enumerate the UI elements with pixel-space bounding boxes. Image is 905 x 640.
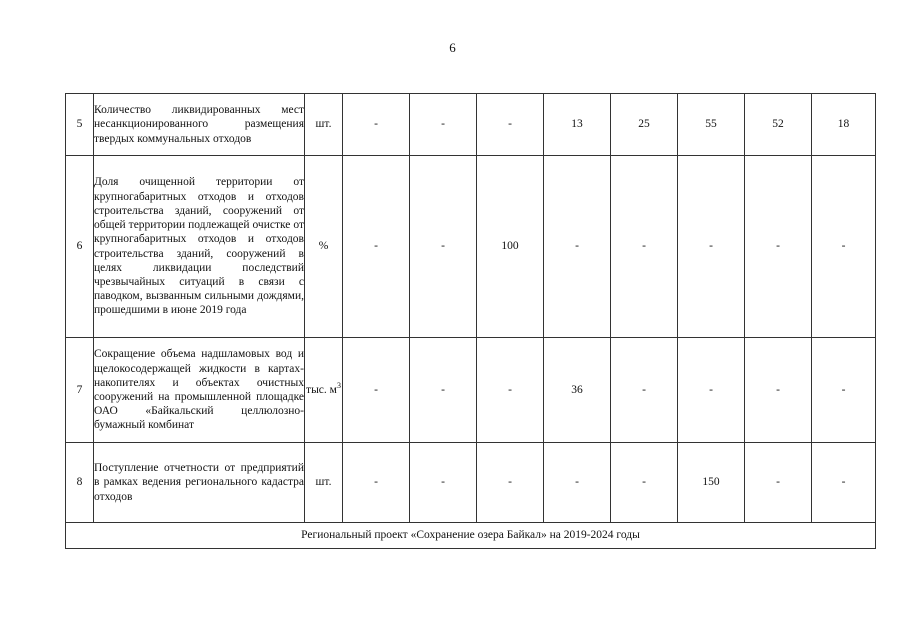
value-cell: 150 bbox=[678, 443, 745, 523]
table-row bbox=[66, 338, 876, 443]
unit-text: тыс. м bbox=[306, 383, 337, 396]
row-number: 8 bbox=[66, 443, 94, 523]
table-row bbox=[66, 94, 876, 156]
value-cell: - bbox=[812, 338, 876, 443]
value-cell: - bbox=[611, 443, 678, 523]
value-cell: - bbox=[611, 338, 678, 443]
value-cell: 36 bbox=[544, 338, 611, 443]
value-cell: - bbox=[410, 443, 477, 523]
value-cell: 18 bbox=[812, 94, 876, 156]
value-cell: - bbox=[343, 443, 410, 523]
unit-cell: шт. bbox=[305, 443, 343, 523]
value-cell: - bbox=[812, 156, 876, 338]
row-number: 5 bbox=[66, 94, 94, 156]
row-number: 6 bbox=[66, 156, 94, 338]
section-row bbox=[66, 523, 876, 549]
value-cell: - bbox=[745, 443, 812, 523]
value-cell: - bbox=[544, 156, 611, 338]
value-cell: 100 bbox=[477, 156, 544, 338]
indicators-table bbox=[65, 93, 876, 549]
table-row bbox=[66, 443, 876, 523]
value-cell: - bbox=[410, 338, 477, 443]
section-title: Региональный проект «Сохранение озера Байкал» на 2019-2024 годы bbox=[66, 523, 876, 549]
row-number: 7 bbox=[66, 338, 94, 443]
unit-cell bbox=[305, 338, 343, 443]
value-cell: - bbox=[745, 338, 812, 443]
unit-superscript: 3 bbox=[336, 381, 341, 391]
value-cell: - bbox=[477, 338, 544, 443]
value-cell: - bbox=[678, 338, 745, 443]
value-cell: - bbox=[745, 156, 812, 338]
value-cell: - bbox=[410, 156, 477, 338]
unit-cell: % bbox=[305, 156, 343, 338]
table-row bbox=[66, 156, 876, 338]
unit-cell: шт. bbox=[305, 94, 343, 156]
value-cell: - bbox=[477, 443, 544, 523]
value-cell: - bbox=[410, 94, 477, 156]
value-cell: 55 bbox=[678, 94, 745, 156]
value-cell: - bbox=[343, 94, 410, 156]
value-cell: - bbox=[477, 94, 544, 156]
indicator-description: Доля очищенной территории от крупногабаритных отходов и отходов строительства зданий, сооружений от общей территории подлежащей очистке от крупногабаритных отходов и отходов строительства зданий, сооружений в целях ликвидации последствий чрезвычайных ситуаций в связи с паводком, вызванным сильными дождями, прошедшими в июне 2019 года bbox=[94, 156, 305, 338]
value-cell: - bbox=[343, 156, 410, 338]
value-cell: 13 bbox=[544, 94, 611, 156]
value-cell: - bbox=[343, 338, 410, 443]
indicator-description: Поступление отчетности от предприятий в рамках ведения регионального кадастра отходов bbox=[94, 443, 305, 523]
value-cell: - bbox=[544, 443, 611, 523]
value-cell: 52 bbox=[745, 94, 812, 156]
value-cell: - bbox=[611, 156, 678, 338]
value-cell: 25 bbox=[611, 94, 678, 156]
page-number: 6 bbox=[449, 40, 456, 55]
value-cell: - bbox=[678, 156, 745, 338]
indicator-description: Количество ликвидированных мест несанкционированного размещения твердых коммунальных отходов bbox=[94, 94, 305, 156]
indicator-description: Сокращение объема надшламовых вод и щелокосодержащей жидкости в картах-накопителях и объектах очистных сооружений на промышленной площадке ОАО «Байкальский целлюлозно-бумажный комбинат bbox=[94, 338, 305, 443]
value-cell: - bbox=[812, 443, 876, 523]
